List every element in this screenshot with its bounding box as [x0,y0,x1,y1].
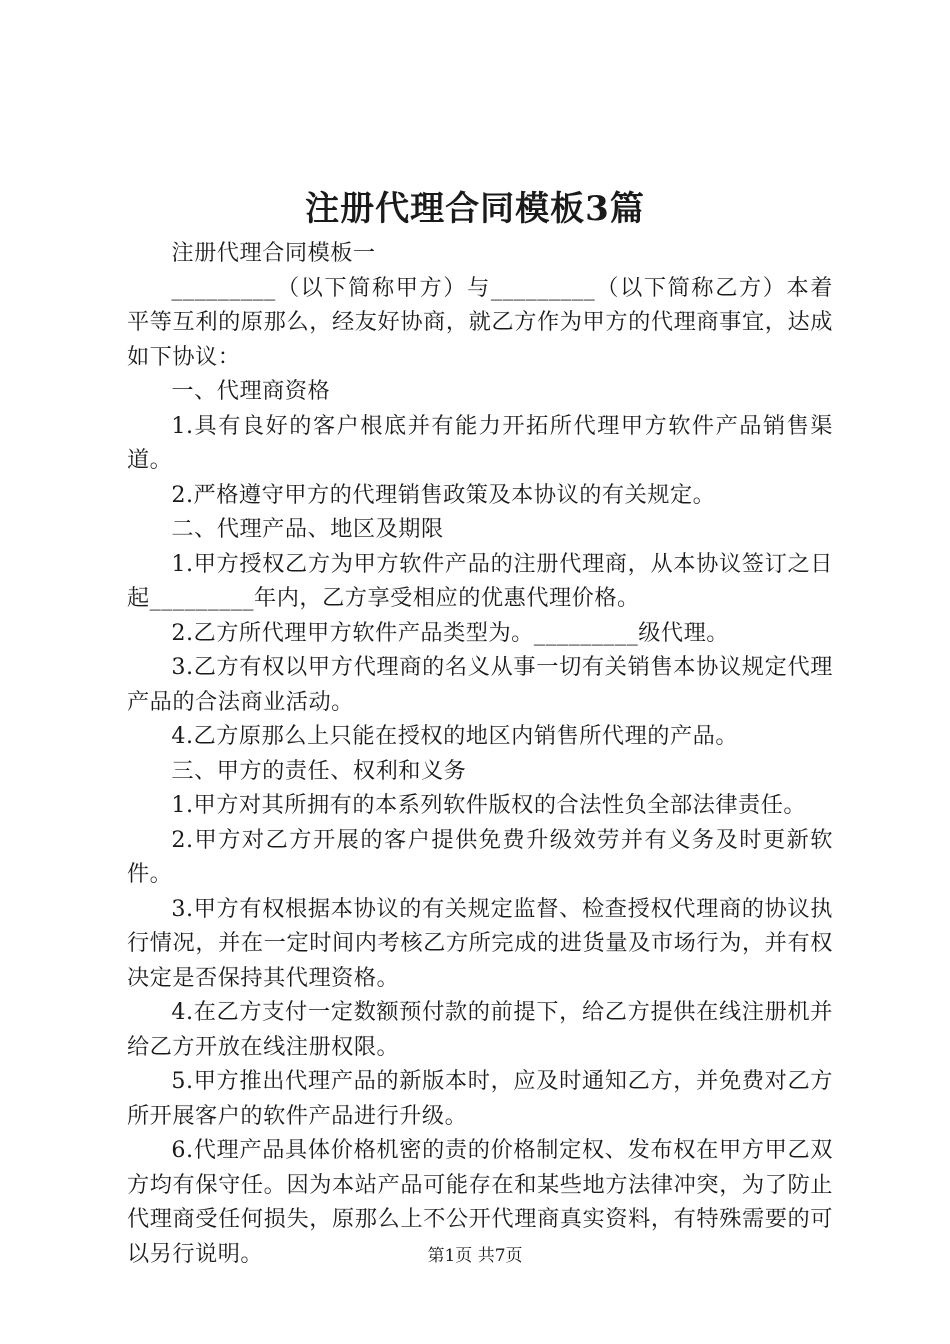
paragraph: 1.甲方授权乙方为甲方软件产品的注册代理商，从本协议签订之日起_________年内，乙方享受相应的优惠代理价格。 [127,550,833,611]
section-heading: 三、甲方的责任、权利和义务 [171,757,467,784]
section-heading: 注册代理合同模板一 [171,240,376,266]
paragraph: 2.甲方对乙方开展的客户提供免费升级效劳并有义务及时更新软件。 [127,826,833,887]
page-number: 第1页 共7页 [427,1246,523,1266]
paragraph: 1.具有良好的客户根底并有能力开拓所代理甲方软件产品销售渠道。 [127,412,833,473]
paragraph: 5.甲方推出代理产品的新版本时，应及时通知乙方，并免费对乙方所开展客户的软件产品进行升级。 [127,1068,833,1129]
section-heading: 二、代理产品、地区及期限 [171,516,444,542]
document-body [127,236,833,1271]
paragraph: 3.乙方有权以甲方代理商的名义从事一切有关销售本协议规定代理产品的合法商业活动。 [127,654,833,715]
paragraph: 6.代理产品具体价格机密的责的价格制定权、发布权在甲方甲乙双方均有保守任。因为本站产品可能存在和某些地方法律冲突，为了防止代理商受任何损失，原那么上不公开代理商真实资料，有特殊需要的可以另行说明。 [127,1137,833,1267]
paragraph: 4.乙方原那么上只能在授权的地区内销售所代理的产品。 [171,723,739,749]
paragraph: 3.甲方有权根据本协议的有关规定监督、检查授权代理商的协议执行情况，并在一定时间内考核乙方所完成的进货量及市场行为，并有权决定是否保持其代理资格。 [127,895,833,991]
paragraph: _________（以下简称甲方）与_________（以下简称乙方）本着平等互利的原那么，经友好协商，就乙方作为甲方的代理商事宜，达成如下协议： [127,274,833,370]
paragraph: 2.乙方所代理甲方软件产品类型为。_________级代理。 [171,619,729,646]
page-footer [0,1244,950,1268]
paragraph: 1.甲方对其所拥有的本系列软件版权的合法性负全部法律责任。 [171,792,807,818]
paragraph: 2.严格遵守甲方的代理销售政策及本协议的有关规定。 [171,481,716,508]
document-title: 注册代理合同模板3篇 [305,189,645,229]
section-heading: 一、代理商资格 [171,378,331,404]
paragraph: 4.在乙方支付一定数额预付款的前提下，给乙方提供在线注册机并给乙方开放在线注册权限。 [127,999,833,1060]
